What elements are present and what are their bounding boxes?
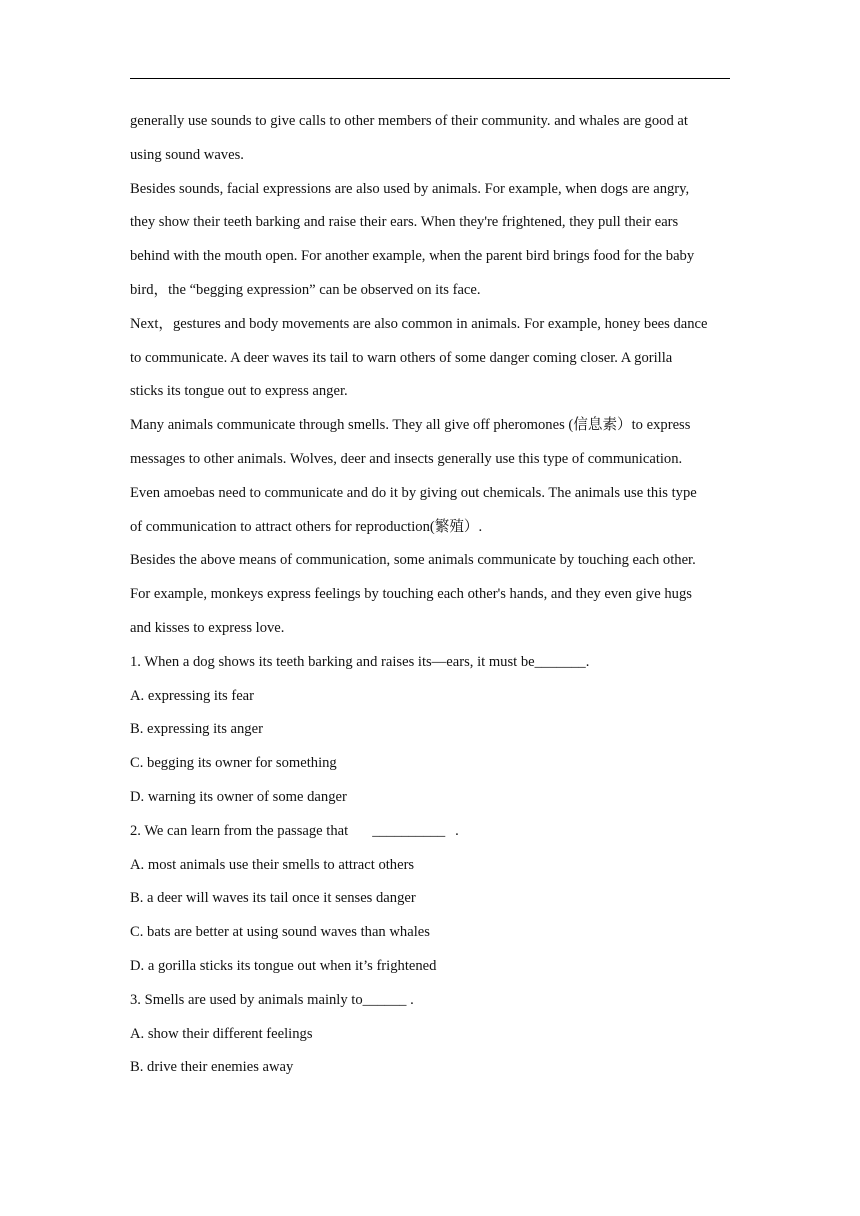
answer-option-a: A. expressing its fear [130,687,255,704]
passage-line: of communication to attract others for reproduction(繁殖）. [130,518,483,535]
question-stem: 3. Smells are used by animals mainly to______ . [130,991,414,1008]
answer-option-c: C. bats are better at using sound waves than whales [130,924,430,941]
document-body [130,105,735,1085]
passage-line: Many animals communicate through smells. They all give off pheromones (信息素）to express [130,417,691,434]
question-1 [130,646,735,815]
paragraph-1 [130,105,735,173]
question-stem-end: . [455,822,459,839]
answer-option-a: A. most animals use their smells to attract others [130,856,415,873]
passage-line: to communicate. A deer waves its tail to warn others of some danger coming closer. A gorilla [130,349,673,366]
answer-option-b: B. a deer will waves its tail once it senses danger [130,890,416,907]
answer-blank: __________ [372,822,446,839]
passage-line: Besides the above means of communication, some animals communicate by touching each other. [130,552,696,569]
question-2 [130,815,735,984]
passage-line: Besides sounds, facial expressions are also used by animals. For example, when dogs are angry, [130,180,690,197]
passage-line: For example, monkeys express feelings by touching each other's hands, and they even give hugs [130,586,692,603]
paragraph-4 [130,409,735,544]
passage-line: Even amoebas need to communicate and do it by giving out chemicals. The animals use this type [130,484,697,501]
answer-option-b: B. drive their enemies away [130,1059,294,1076]
passage-line: bird，the “begging expression” can be observed on its face. [130,281,481,298]
answer-option-a: A. show their different feelings [130,1025,313,1042]
passage-line: using sound waves. [130,146,244,163]
answer-option-c: C. begging its owner for something [130,755,337,772]
question-3 [130,984,735,1085]
header-rule [130,78,730,79]
passage-line: behind with the mouth open. For another example, when the parent bird brings food for the baby [130,248,695,265]
answer-option-d: D. a gorilla sticks its tongue out when it’s frightened [130,957,437,974]
passage-line: sticks its tongue out to express anger. [130,383,348,400]
answer-option-b: B. expressing its anger [130,721,263,738]
question-stem-text: 2. We can learn from the passage that [130,822,349,839]
answer-option-d: D. warning its owner of some danger [130,788,347,805]
paragraph-3 [130,308,735,409]
question-stem [130,815,735,849]
paragraph-5 [130,544,735,645]
passage-line: generally use sounds to give calls to other members of their community. and whales are good at [130,113,688,129]
passage-line: and kisses to express love. [130,619,285,636]
passage-line: they show their teeth barking and raise their ears. When they're frightened, they pull their ears [130,214,679,231]
passage [130,105,735,646]
passage-line: Next，gestures and body movements are also common in animals. For example, honey bees dance [130,315,708,332]
passage-line: messages to other animals. Wolves, deer and insects generally use this type of communication. [130,450,683,467]
paragraph-2 [130,173,735,308]
question-stem: 1. When a dog shows its teeth barking and raises its—ears, it must be_______. [130,653,590,670]
